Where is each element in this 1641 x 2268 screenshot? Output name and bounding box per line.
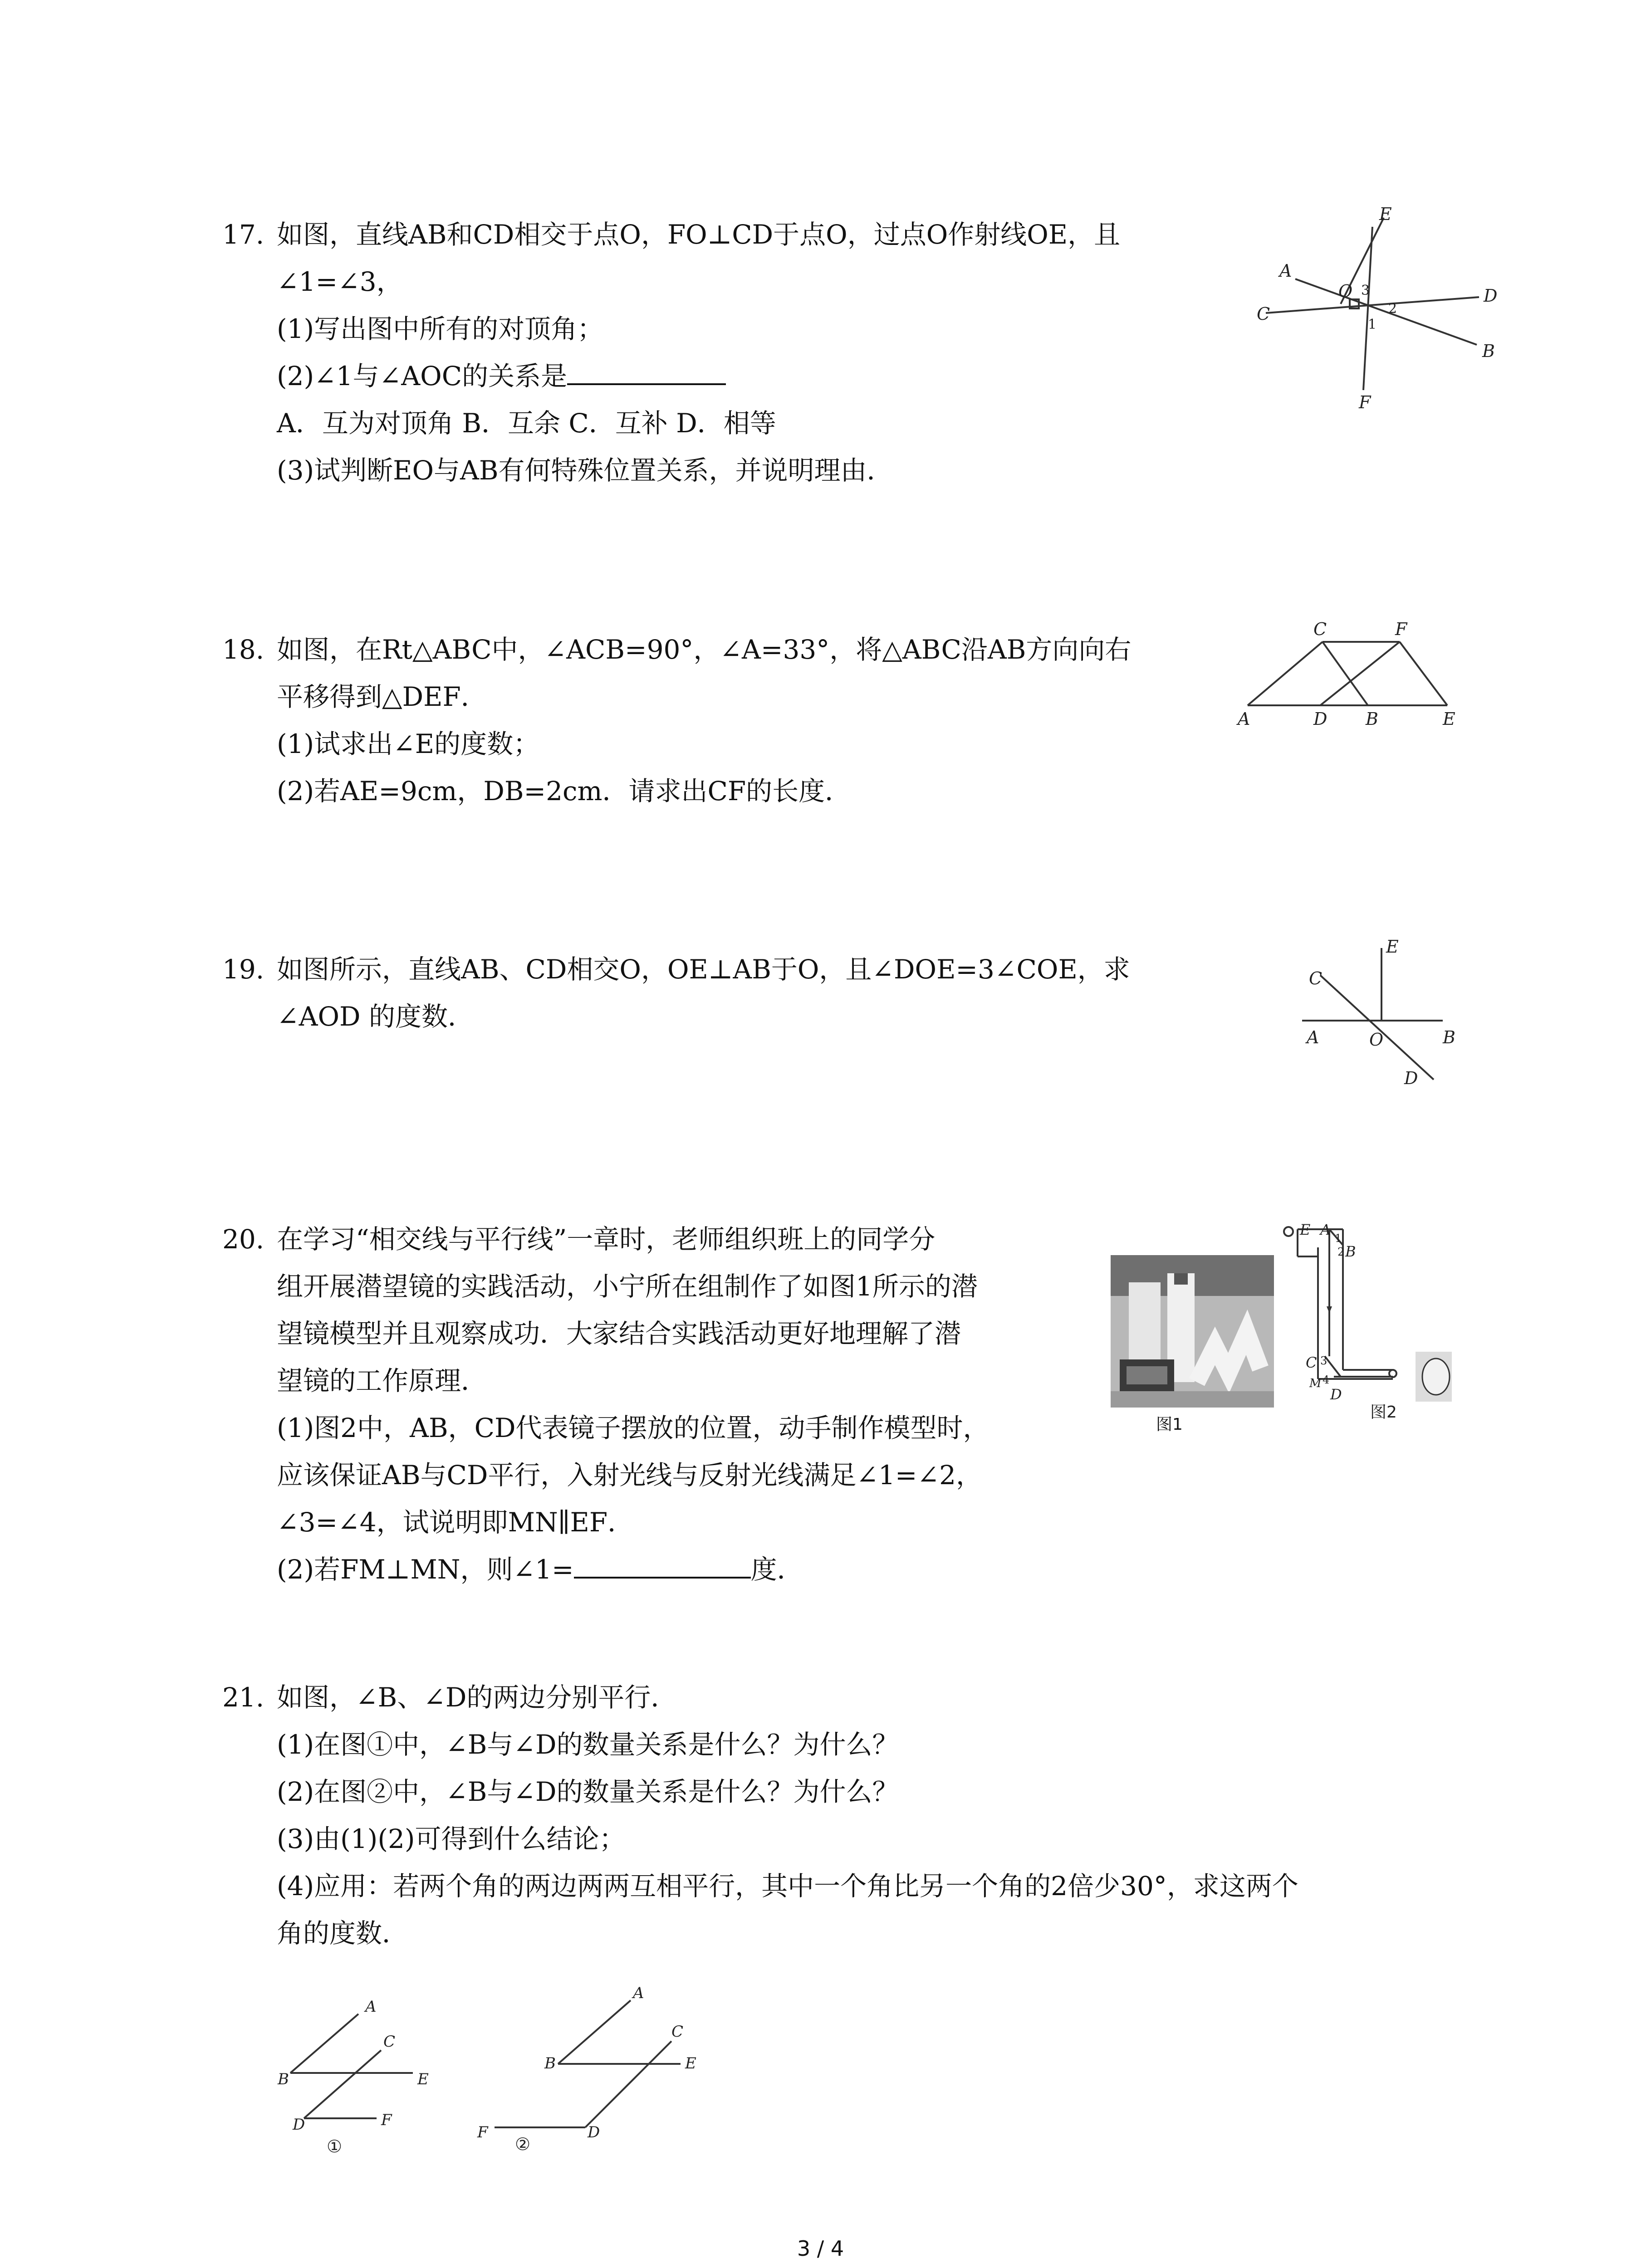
point-label: E bbox=[1443, 709, 1455, 729]
point-label: C bbox=[1306, 1354, 1317, 1371]
sub-question-2 bbox=[222, 352, 1120, 400]
sub-question-1: ∠3=∠4，试说明即MN∥EF． bbox=[277, 1507, 634, 1538]
point-label: E bbox=[1386, 937, 1399, 957]
question-text: ∠1=∠3， bbox=[277, 266, 403, 297]
point-label: B bbox=[278, 2070, 289, 2088]
figure-caption: ② bbox=[515, 2134, 531, 2154]
point-label: O bbox=[1369, 1030, 1384, 1050]
question-20 bbox=[222, 1216, 989, 1593]
page-number: 3 / 4 bbox=[797, 2236, 844, 2261]
q17-figure bbox=[1257, 200, 1502, 426]
question-text: 在学习“相交线与平行线”一章时，老师组织班上的同学分 bbox=[277, 1224, 936, 1255]
q21-figure-1 bbox=[268, 1987, 458, 2159]
question-number: 20. bbox=[222, 1224, 265, 1255]
angle-label: 3 bbox=[1320, 1354, 1327, 1367]
sub-question-1: (1)写出图中所有的对顶角； bbox=[277, 313, 604, 344]
point-label: D bbox=[1404, 1068, 1418, 1088]
point-label: D bbox=[1313, 709, 1327, 729]
answer-choices: A．互为对顶角 B．互余 C．互补 D．相等 bbox=[277, 408, 776, 439]
sub-question-1: (1)图2中，AB，CD代表镜子摆放的位置，动手制作模型时， bbox=[277, 1413, 989, 1443]
question-text: ∠AOD 的度数． bbox=[277, 1001, 474, 1032]
question-number: 17. bbox=[222, 219, 265, 250]
point-label: B bbox=[1345, 1243, 1356, 1260]
question-text: 如图，在Rt△ABC中，∠ACB=90°，∠A=33°，将△ABC沿AB方向向右 bbox=[277, 634, 1132, 665]
question-text: 如图，∠B、∠D的两边分别平行． bbox=[277, 1682, 677, 1713]
question-18 bbox=[222, 626, 1131, 815]
figure-2-caption: 图2 bbox=[1370, 1403, 1397, 1422]
point-label: A bbox=[1307, 1027, 1319, 1047]
point-label: C bbox=[1313, 619, 1327, 639]
question-text: 望镜模型并且观察成功．大家结合实践活动更好地理解了潜 bbox=[277, 1318, 961, 1349]
point-label: E bbox=[417, 2070, 429, 2088]
point-label: D bbox=[588, 2123, 600, 2141]
sub-question-1: (1)在图①中，∠B与∠D的数量关系是什么？为什么？ bbox=[277, 1729, 899, 1760]
point-label: F bbox=[1359, 392, 1371, 412]
sub-question-2: (2)在图②中，∠B与∠D的数量关系是什么？为什么？ bbox=[277, 1776, 899, 1807]
point-label: D bbox=[293, 2116, 305, 2134]
sub-question-2: (2)若AE=9cm，DB=2cm．请求出CF的长度． bbox=[277, 776, 852, 807]
point-label: A bbox=[1238, 709, 1250, 729]
sub-question-1: (1)试求出∠E的度数； bbox=[277, 728, 540, 759]
point-label: A bbox=[365, 1998, 377, 2016]
point-label: F bbox=[477, 2123, 488, 2141]
point-label: D bbox=[1330, 1386, 1342, 1403]
figure-caption: ① bbox=[327, 2136, 343, 2156]
sub-question-4: 角的度数． bbox=[277, 1918, 409, 1949]
sub-question-4: (4)应用：若两个角的两边两两互相平行，其中一个角比另一个角的2倍少30°，求这两个 bbox=[277, 1871, 1298, 1901]
question-text: 如图所示，直线AB、CD相交O，OE⊥AB于O，且∠DOE=3∠COE，求 bbox=[277, 954, 1130, 985]
point-label: B bbox=[544, 2054, 556, 2072]
point-label: C bbox=[383, 2033, 396, 2051]
question-number: 21. bbox=[222, 1682, 265, 1713]
question-text: 望镜的工作原理． bbox=[277, 1365, 488, 1396]
figure-1-caption: 图1 bbox=[1156, 1415, 1183, 1434]
answer-blank[interactable] bbox=[574, 1549, 751, 1579]
periscope-photo bbox=[1111, 1255, 1274, 1408]
point-label: M bbox=[1309, 1377, 1322, 1390]
angle-label: 2 bbox=[1337, 1246, 1345, 1258]
angle-label: 4 bbox=[1323, 1374, 1330, 1386]
question-number: 19. bbox=[222, 954, 265, 985]
sub-question-2 bbox=[222, 1546, 989, 1593]
sub-question-1: 应该保证AB与CD平行，入射光线与反射光线满足∠1=∠2， bbox=[277, 1460, 982, 1491]
angle-label: 1 bbox=[1335, 1232, 1342, 1245]
point-label: F bbox=[381, 2111, 392, 2129]
point-label: E bbox=[1379, 204, 1392, 224]
point-label: B bbox=[1482, 341, 1495, 361]
point-label: E bbox=[1300, 1221, 1311, 1238]
question-text: 组开展潜望镜的实践活动，小宁所在组制作了如图1所示的潜 bbox=[277, 1271, 978, 1302]
point-label: A bbox=[633, 1984, 644, 2002]
question-text: 如图，直线AB和CD相交于点O，FO⊥CD于点O，过点O作射线OE，且 bbox=[277, 219, 1121, 250]
point-label: A bbox=[1320, 1221, 1331, 1238]
point-label: C bbox=[1257, 304, 1270, 324]
question-17 bbox=[222, 211, 1120, 494]
sub-question-2-text: (2)若FM⊥MN，则∠1= bbox=[277, 1554, 574, 1585]
q18-figure bbox=[1225, 617, 1479, 730]
point-label: O bbox=[1338, 281, 1353, 301]
point-label: F bbox=[1395, 619, 1407, 639]
angle-label: 3 bbox=[1361, 283, 1370, 298]
point-label: B bbox=[1443, 1027, 1455, 1047]
sub-question-2-text: (2)∠1与∠AOC的关系是 bbox=[277, 361, 568, 391]
point-label: C bbox=[1309, 968, 1323, 988]
point-label: B bbox=[1366, 709, 1378, 729]
q21-figure-2 bbox=[463, 1978, 717, 2159]
point-label: E bbox=[685, 2054, 696, 2072]
unit-text: 度． bbox=[750, 1554, 803, 1585]
question-text: 平移得到△DEF． bbox=[277, 681, 487, 712]
sub-question-3: (3)由(1)(2)可得到什么结论； bbox=[277, 1823, 626, 1854]
angle-label: 1 bbox=[1368, 317, 1377, 332]
point-label: C bbox=[671, 2023, 684, 2041]
answer-blank[interactable] bbox=[567, 356, 726, 385]
periscope-diagram bbox=[1279, 1220, 1461, 1433]
question-19 bbox=[222, 946, 1130, 1040]
angle-label: 2 bbox=[1388, 301, 1397, 317]
point-label: A bbox=[1279, 261, 1292, 281]
q19-figure bbox=[1279, 934, 1470, 1093]
sub-question-3: (3)试判断EO与AB有何特殊位置关系，并说明理由． bbox=[277, 455, 893, 486]
point-label: D bbox=[1484, 286, 1498, 306]
question-21 bbox=[222, 1674, 1298, 1957]
question-number: 18. bbox=[222, 634, 265, 665]
